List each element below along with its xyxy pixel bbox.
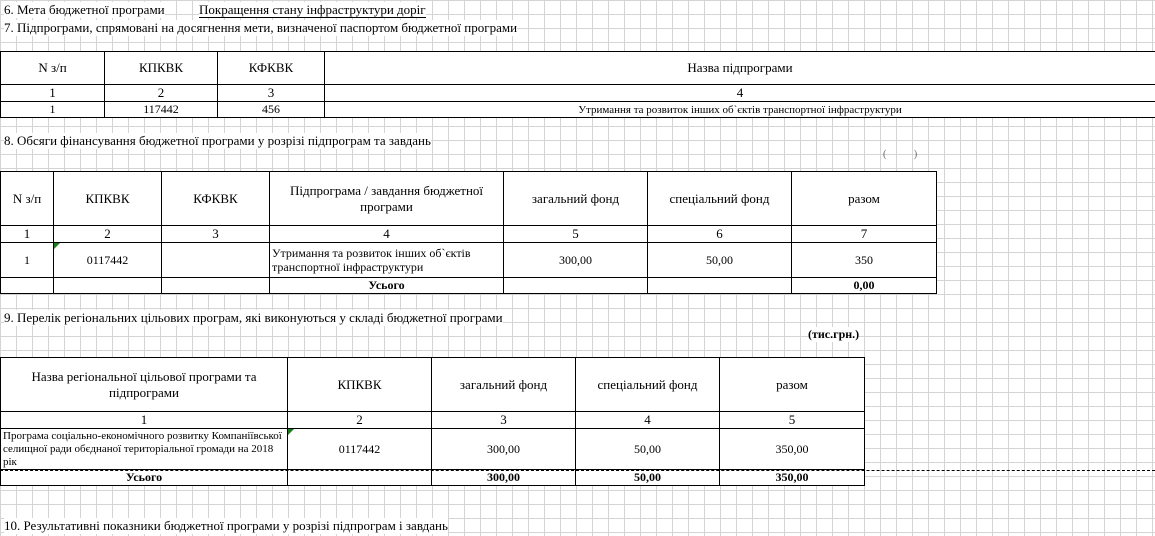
- total-empty-6: [648, 278, 792, 294]
- colnum-7: 7: [792, 226, 937, 243]
- total-special-fund: 50,00: [576, 470, 720, 486]
- total-empty-5: [504, 278, 648, 294]
- header-kpkvk: КПКВК: [288, 358, 432, 412]
- header-kpkvk: КПКВК: [105, 52, 218, 85]
- total-sum: 350,00: [720, 470, 865, 486]
- table-header-row: [1, 52, 1155, 85]
- regional-programs-table: [0, 357, 865, 486]
- row-program-name: Програма соціально-економічного розвитку Компаніївської селищної ради обєднаної територіальної громади на 2018 рік: [1, 429, 288, 470]
- page-break-line: [0, 470, 1155, 471]
- colnum-2: 2: [105, 85, 218, 102]
- row-kpkvk: 0117442: [54, 243, 162, 278]
- colnum-5: 5: [720, 412, 865, 429]
- table-row: [1, 243, 937, 278]
- row-subprogram-name: Утримання та розвиток інших об`єктів транспортної інфраструктури: [325, 102, 1155, 118]
- header-kfkvk: КФКВК: [218, 52, 325, 85]
- colnum-3: 3: [218, 85, 325, 102]
- colnum-2: 2: [288, 412, 432, 429]
- row-special-fund: 50,00: [648, 243, 792, 278]
- colnum-1: 1: [1, 226, 54, 243]
- table-row: [1, 429, 865, 470]
- header-special-fund: спеціальний фонд: [648, 172, 792, 226]
- header-total: разом: [720, 358, 865, 412]
- section6-label: 6. Мета бюджетної програми: [4, 2, 165, 17]
- header-general-fund: загальний фонд: [504, 172, 648, 226]
- total-row: [1, 278, 937, 294]
- header-program-name: Назва регіональної цільової програми та підпрограми: [1, 358, 288, 412]
- section8-title: 8. Обсяги фінансування бюджетної програми у розрізі підпрограм та завдань: [4, 133, 431, 148]
- total-empty-2: [54, 278, 162, 294]
- column-number-row: [1, 412, 865, 429]
- colnum-5: 5: [504, 226, 648, 243]
- colnum-6: 6: [648, 226, 792, 243]
- colnum-4: 4: [325, 85, 1155, 102]
- unit-bracket-decoration: ( ): [883, 149, 918, 160]
- total-general-fund: 300,00: [432, 470, 576, 486]
- header-number: N з/п: [1, 172, 54, 226]
- total-row: [1, 470, 865, 486]
- row-kpkvk: 117442: [105, 102, 218, 118]
- colnum-4: 4: [576, 412, 720, 429]
- row-total: 350,00: [720, 429, 865, 470]
- header-kpkvk: КПКВК: [54, 172, 162, 226]
- table-header-row: [1, 172, 937, 226]
- column-number-row: [1, 85, 1155, 102]
- header-total: разом: [792, 172, 937, 226]
- section6-value: Покращення стану інфраструктури доріг: [199, 2, 426, 17]
- table-row: [1, 102, 1155, 118]
- row-kfkvk: [162, 243, 270, 278]
- section10-title: 10. Результативні показники бюджетної програми у розрізі підпрограм і завдань: [4, 518, 448, 533]
- header-subprogram-task: Підпрограма / завдання бюджетної програми: [270, 172, 504, 226]
- row-number: 1: [1, 102, 105, 118]
- colnum-1: 1: [1, 412, 288, 429]
- colnum-4: 4: [270, 226, 504, 243]
- row-total: 350: [792, 243, 937, 278]
- header-number: N з/п: [1, 52, 105, 85]
- total-empty-3: [162, 278, 270, 294]
- subprograms-table: [0, 51, 1155, 118]
- row-subprogram-task: Утримання та розвиток інших об`єктів транспортної інфраструктури: [270, 243, 504, 278]
- colnum-2: 2: [54, 226, 162, 243]
- row-kfkvk: 456: [218, 102, 325, 118]
- header-kfkvk: КФКВК: [162, 172, 270, 226]
- colnum-3: 3: [432, 412, 576, 429]
- colnum-3: 3: [162, 226, 270, 243]
- row-special-fund: 50,00: [576, 429, 720, 470]
- header-subprogram-name: Назва підпрограми: [325, 52, 1155, 85]
- total-empty-1: [1, 278, 54, 294]
- total-kpkvk: [288, 470, 432, 486]
- header-general-fund: загальний фонд: [432, 358, 576, 412]
- financing-table: [0, 171, 937, 294]
- row-kpkvk: 0117442: [288, 429, 432, 470]
- row-general-fund: 300,00: [504, 243, 648, 278]
- header-special-fund: спеціальний фонд: [576, 358, 720, 412]
- column-number-row: [1, 226, 937, 243]
- total-label: Усього: [270, 278, 504, 294]
- table-header-row: [1, 358, 865, 412]
- row-general-fund: 300,00: [432, 429, 576, 470]
- section9-title: 9. Перелік регіональних цільових програм, які виконуються у складі бюджетної програми: [4, 310, 503, 325]
- total-value: 0,00: [792, 278, 937, 294]
- total-label: Усього: [1, 470, 288, 486]
- section7-title: 7. Підпрограми, спрямовані на досягнення мети, визначеної паспортом бюджетної програми: [4, 20, 518, 35]
- unit-label: (тис.грн.): [808, 327, 860, 341]
- row-number: 1: [1, 243, 54, 278]
- colnum-1: 1: [1, 85, 105, 102]
